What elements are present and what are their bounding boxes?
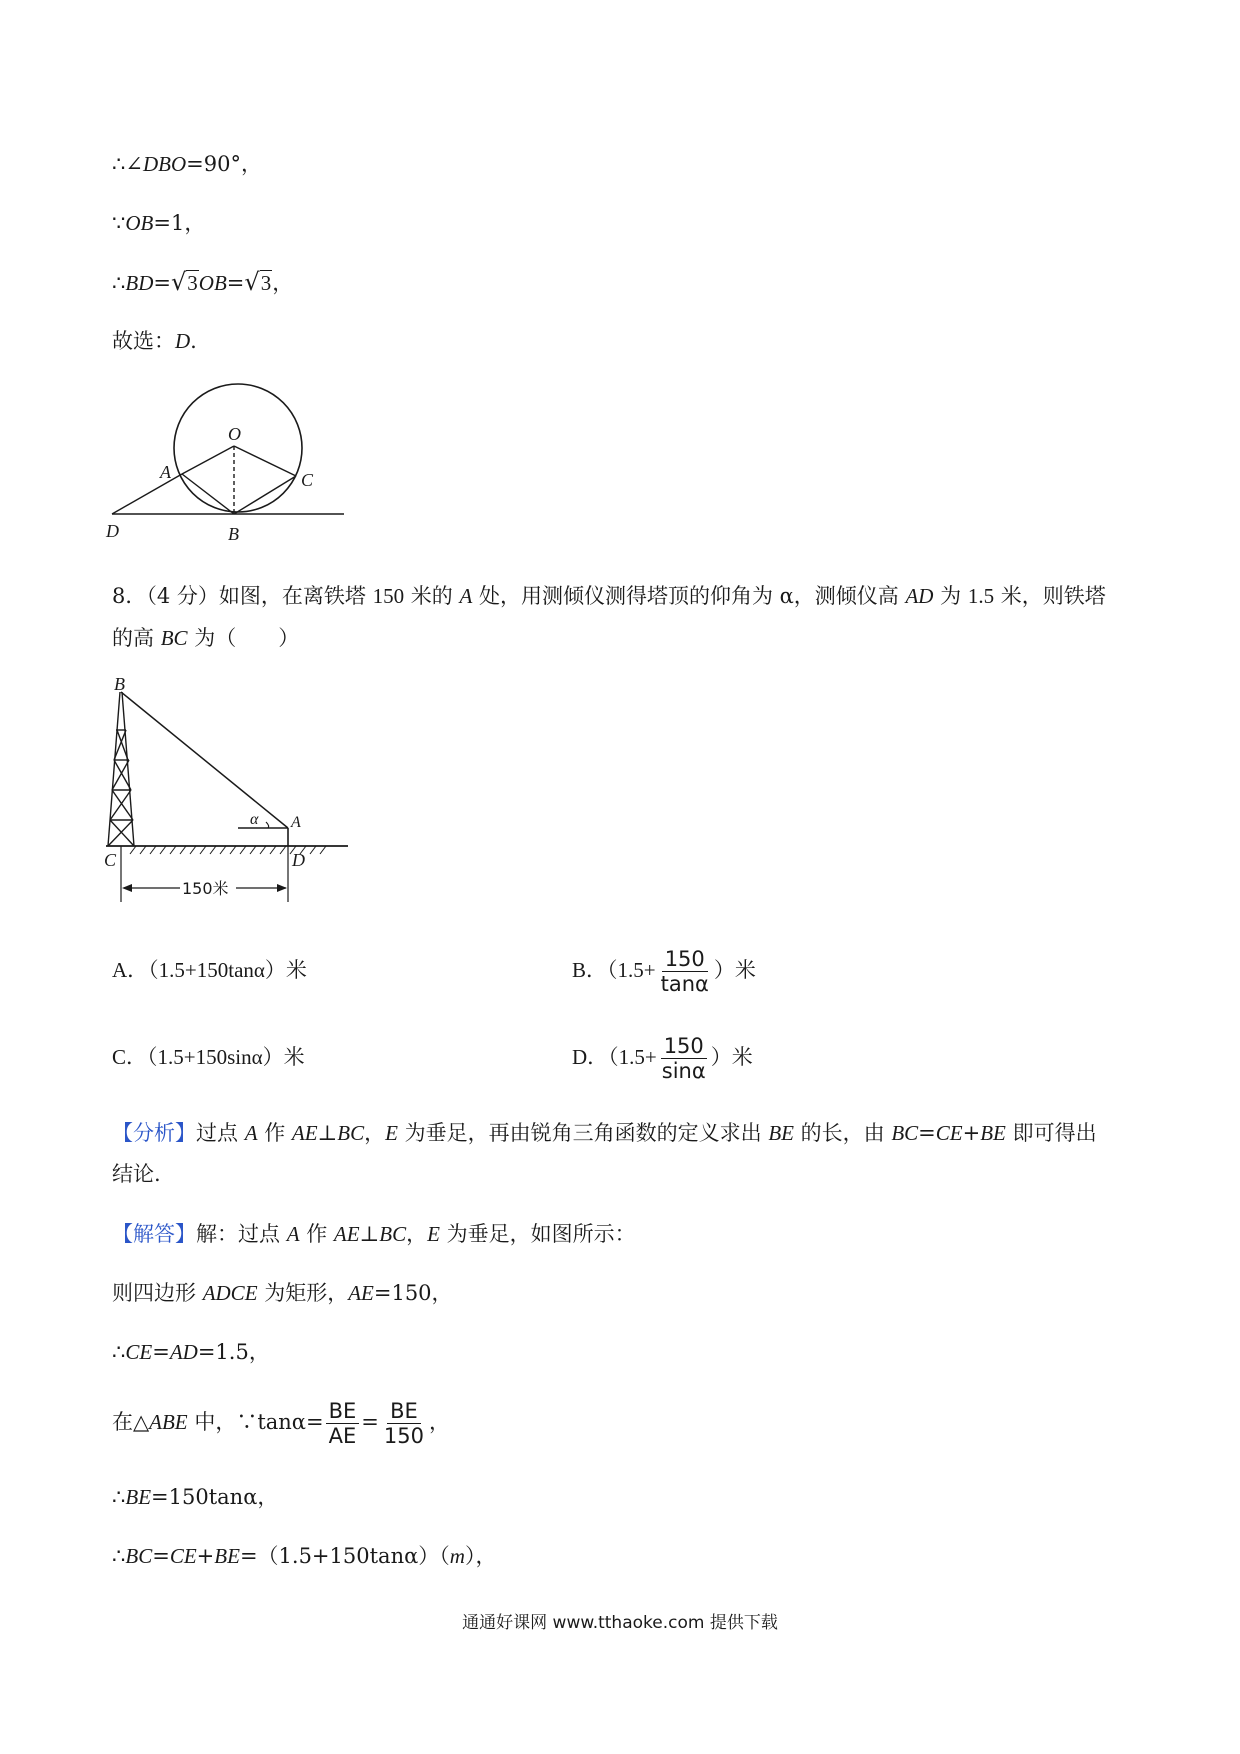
proof-text: =1，: [153, 211, 206, 235]
sight-line: [121, 692, 288, 828]
arrowhead-right-icon: [277, 884, 287, 892]
proof-text: ∴∠: [112, 152, 143, 176]
solution-line-4: 在△ABE 中，∵tanα= $\frac{BE}{AE}$ = $\frac{BE}{150}$ ，: [112, 1399, 450, 1448]
label-alpha: α: [250, 811, 259, 828]
analysis-line-1: 【分析】过点 A 作 AE⊥BC，E 为垂足，再由锐角三角函数的定义求出 BE 的长，由 BC=CE+BE 即可得出: [112, 1121, 1097, 1145]
arrowhead-left-icon: [122, 884, 132, 892]
proof-text: =: [226, 271, 245, 295]
solution-line-1: 【解答】解：过点 A 作 AE⊥BC，E 为垂足，如图所示：: [112, 1222, 636, 1246]
analysis-tag: 【分析】: [112, 1121, 196, 1145]
proof-text: .: [190, 329, 197, 353]
circle-tangent-figure: [100, 380, 360, 555]
label-d: D: [106, 521, 119, 541]
sqrt-expression: √3: [170, 268, 198, 296]
segment-ao: [182, 446, 234, 474]
label-b: B: [228, 524, 239, 544]
option-b[interactable]: B．（1.5+ $\frac{150}{\tan\alpha}$ ）米: [572, 947, 756, 996]
label-o: O: [228, 424, 241, 444]
option-c[interactable]: C．（1.5+150sinα）米: [112, 1045, 305, 1069]
proof-var: OB: [198, 271, 227, 295]
solution-line-3: ∴CE=AD=1.5，: [112, 1340, 270, 1364]
label-c: C: [301, 470, 314, 490]
segment-ab: [182, 474, 234, 514]
segment-oc: [234, 446, 296, 476]
option-a[interactable]: A．（1.5+150tanα）米: [112, 958, 307, 982]
answer-letter: D: [175, 329, 191, 353]
tower-figure: [100, 670, 360, 910]
label-a: A: [291, 814, 301, 831]
proof-text: ，: [272, 271, 294, 295]
segment-bc: [234, 476, 296, 514]
proof-var: OB: [125, 211, 154, 235]
proof-line-2: [112, 207, 205, 239]
label-b: B: [114, 674, 125, 694]
solution-tag: 【解答】: [112, 1222, 196, 1246]
solution-line-6: ∴BC=CE+BE=（1.5+150tanα）（m），: [112, 1544, 497, 1568]
page-footer: 通通好课网 www.tthaoke.com 提供下载: [462, 1613, 778, 1633]
proof-line-1: [112, 148, 262, 180]
segment-da: [112, 474, 182, 514]
proof-text: ∵: [112, 211, 126, 235]
question-8-line-2: 的高 BC 为（ ）: [112, 626, 300, 650]
proof-line-3: [112, 266, 293, 299]
fraction: $\frac{BE}{150}$: [383, 1399, 424, 1448]
proof-line-4: [112, 325, 197, 357]
proof-var: BD: [125, 271, 154, 295]
proof-text: =90°，: [186, 152, 262, 176]
fraction: $\frac{150}{\tan\alpha}$: [660, 947, 709, 996]
proof-text: ∴: [112, 271, 126, 295]
solution-line-2: 则四边形 ADCE 为矩形，AE=150，: [112, 1281, 453, 1305]
fraction: $\frac{BE}{AE}$: [326, 1399, 360, 1448]
proof-text: =: [153, 271, 171, 295]
solution-line-5: ∴BE=150tanα，: [112, 1485, 279, 1509]
analysis-line-2: 结论.: [112, 1162, 161, 1186]
proof-text: 故选：: [112, 329, 175, 353]
tower-icon: [108, 692, 134, 846]
fraction: $\frac{150}{\sin\alpha}$: [661, 1034, 706, 1083]
angle-arc: [266, 822, 269, 828]
distance-label: 150米: [182, 879, 229, 898]
question-8-line-1: 8．（4 分）如图，在离铁塔 150 米的 A 处，用测倾仪测得塔顶的仰角为 α，测倾仪高 AD 为 1.5 米，则铁塔: [112, 584, 1106, 608]
label-a: A: [160, 462, 171, 482]
proof-var: DBO: [142, 152, 187, 176]
label-c: C: [104, 850, 117, 870]
option-d[interactable]: D．（1.5+ $\frac{150}{\sin\alpha}$ ）米: [572, 1034, 753, 1083]
sqrt-expression: √3: [244, 268, 272, 296]
label-d: D: [292, 850, 305, 870]
